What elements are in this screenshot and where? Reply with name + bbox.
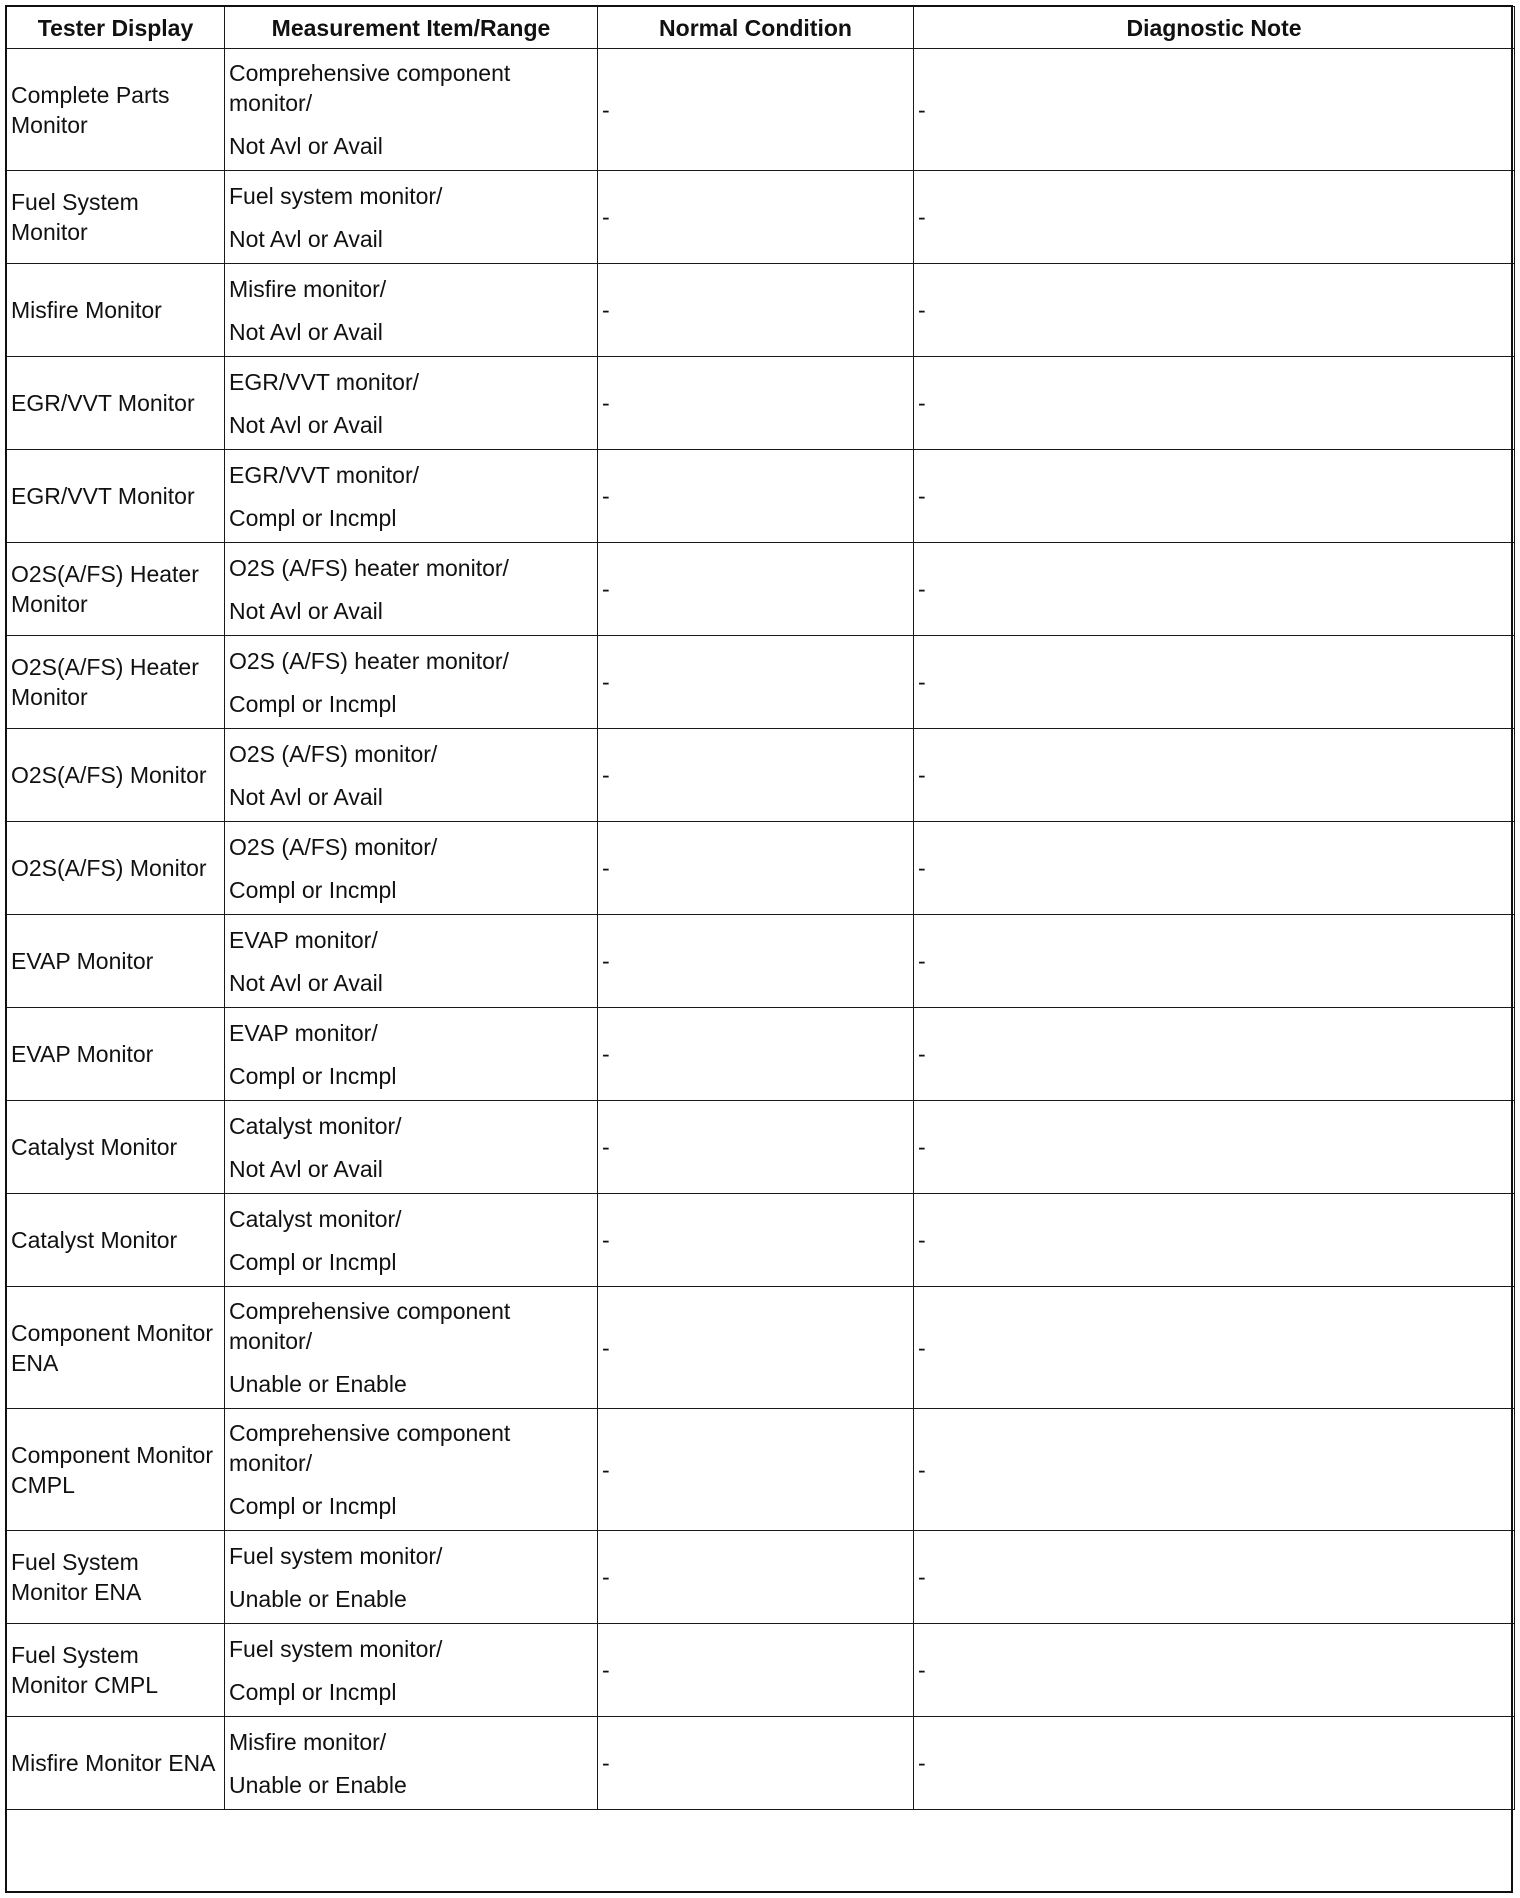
normal-condition-cell: - — [598, 357, 914, 450]
header-normal-condition: Normal Condition — [598, 7, 914, 49]
measurement-item-name: EVAP monitor/ — [229, 926, 378, 953]
measurement-item-name: Fuel system monitor/ — [229, 182, 443, 209]
measurement-item-cell — [225, 1101, 598, 1194]
measurement-item-name: Catalyst monitor/ — [229, 1205, 402, 1232]
measurement-item-cell — [225, 729, 598, 822]
measurement-item-name: O2S (A/FS) monitor/ — [229, 833, 438, 860]
tester-display-cell: Fuel System Monitor ENA — [7, 1531, 225, 1624]
measurement-item-name: Fuel system monitor/ — [229, 1542, 443, 1569]
measurement-item-cell — [225, 49, 598, 171]
normal-condition-cell: - — [598, 1008, 914, 1101]
measurement-item-cell — [225, 264, 598, 357]
tester-display-cell: Complete Parts Monitor — [7, 49, 225, 171]
measurement-item-name: O2S (A/FS) heater monitor/ — [229, 554, 509, 581]
measurement-item-name: Comprehensive component monitor/ — [229, 60, 511, 116]
diagnostic-note-cell: - — [914, 1624, 1515, 1717]
normal-condition-cell: - — [598, 1409, 914, 1531]
measurement-item-range: Unable or Enable — [229, 1371, 407, 1397]
measurement-item-name: O2S (A/FS) monitor/ — [229, 740, 438, 767]
measurement-item-name: EVAP monitor/ — [229, 1019, 378, 1046]
measurement-item-range: Compl or Incmpl — [229, 876, 397, 903]
measurement-item-range: Not Avl or Avail — [229, 318, 383, 345]
table-row — [7, 1287, 1515, 1409]
tester-display-cell: O2S(A/FS) Heater Monitor — [7, 636, 225, 729]
normal-condition-cell: - — [598, 1194, 914, 1287]
tester-display-cell: Catalyst Monitor — [7, 1194, 225, 1287]
diagnostic-note-cell: - — [914, 1194, 1515, 1287]
diagnostic-note-cell: - — [914, 1409, 1515, 1531]
measurement-item-range: Compl or Incmpl — [229, 1493, 397, 1519]
measurement-item-name: Misfire monitor/ — [229, 1728, 387, 1755]
measurement-item-cell — [225, 357, 598, 450]
measurement-item-cell — [225, 1287, 598, 1409]
table-row — [7, 822, 1515, 915]
table-row — [7, 49, 1515, 171]
measurement-item-range: Not Avl or Avail — [229, 783, 383, 810]
table-row — [7, 636, 1515, 729]
measurement-item-range: Unable or Enable — [229, 1585, 407, 1612]
tester-display-cell: Misfire Monitor ENA — [7, 1717, 225, 1810]
diagnostic-note-cell: - — [914, 915, 1515, 1008]
table-row — [7, 1409, 1515, 1531]
normal-condition-cell: - — [598, 450, 914, 543]
measurement-item-range: Unable or Enable — [229, 1771, 407, 1798]
table-row — [7, 1008, 1515, 1101]
measurement-item-range: Compl or Incmpl — [229, 1062, 397, 1089]
table-row — [7, 1101, 1515, 1194]
measurement-item-cell — [225, 543, 598, 636]
diagnostic-note-cell: - — [914, 1008, 1515, 1101]
tester-display-cell: Component Monitor ENA — [7, 1287, 225, 1409]
measurement-item-name: EGR/VVT monitor/ — [229, 368, 420, 395]
table-body — [7, 49, 1515, 1810]
diagnostic-note-cell: - — [914, 822, 1515, 915]
table-row — [7, 1717, 1515, 1810]
table-row — [7, 264, 1515, 357]
measurement-item-name: Misfire monitor/ — [229, 275, 387, 302]
measurement-item-cell — [225, 1531, 598, 1624]
measurement-item-name: EGR/VVT monitor/ — [229, 461, 420, 488]
tester-display-cell: O2S(A/FS) Heater Monitor — [7, 543, 225, 636]
tester-display-cell: O2S(A/FS) Monitor — [7, 822, 225, 915]
measurement-item-range: Compl or Incmpl — [229, 504, 397, 531]
measurement-item-cell — [225, 636, 598, 729]
measurement-item-range: Not Avl or Avail — [229, 133, 383, 159]
tester-display-cell: EVAP Monitor — [7, 915, 225, 1008]
measurement-item-cell — [225, 1624, 598, 1717]
measurement-item-name: Comprehensive component monitor/ — [229, 1420, 511, 1476]
normal-condition-cell: - — [598, 543, 914, 636]
header-diagnostic-note: Diagnostic Note — [914, 7, 1515, 49]
normal-condition-cell: - — [598, 636, 914, 729]
normal-condition-cell: - — [598, 1531, 914, 1624]
table-row — [7, 729, 1515, 822]
table-row — [7, 171, 1515, 264]
tester-display-cell: EGR/VVT Monitor — [7, 450, 225, 543]
header-row — [7, 7, 1515, 49]
diagnostic-note-cell: - — [914, 1531, 1515, 1624]
diagnostic-note-cell: - — [914, 543, 1515, 636]
measurement-item-range: Not Avl or Avail — [229, 969, 383, 996]
tester-display-cell: EGR/VVT Monitor — [7, 357, 225, 450]
measurement-item-cell — [225, 1409, 598, 1531]
diagnostic-note-cell: - — [914, 636, 1515, 729]
measurement-item-range: Not Avl or Avail — [229, 225, 383, 252]
diagnostic-note-cell: - — [914, 264, 1515, 357]
measurement-item-cell — [225, 822, 598, 915]
header-tester-display: Tester Display — [7, 7, 225, 49]
diagnostic-note-cell: - — [914, 1287, 1515, 1409]
measurement-item-cell — [225, 171, 598, 264]
tester-display-cell: Fuel System Monitor CMPL — [7, 1624, 225, 1717]
diagnostic-note-cell: - — [914, 1101, 1515, 1194]
table-row — [7, 1624, 1515, 1717]
normal-condition-cell: - — [598, 49, 914, 171]
diagnostic-note-cell: - — [914, 729, 1515, 822]
measurement-item-cell — [225, 1717, 598, 1810]
normal-condition-cell: - — [598, 822, 914, 915]
normal-condition-cell: - — [598, 1101, 914, 1194]
diagnostic-table — [6, 6, 1515, 1810]
normal-condition-cell: - — [598, 264, 914, 357]
tester-display-cell: Component Monitor CMPL — [7, 1409, 225, 1531]
measurement-item-range: Compl or Incmpl — [229, 690, 397, 717]
measurement-item-range: Not Avl or Avail — [229, 411, 383, 438]
table-row — [7, 543, 1515, 636]
tester-display-cell: O2S(A/FS) Monitor — [7, 729, 225, 822]
normal-condition-cell: - — [598, 915, 914, 1008]
measurement-item-cell — [225, 450, 598, 543]
measurement-item-name: Catalyst monitor/ — [229, 1112, 402, 1139]
tester-display-cell: EVAP Monitor — [7, 1008, 225, 1101]
tester-display-cell: Misfire Monitor — [7, 264, 225, 357]
measurement-item-range: Not Avl or Avail — [229, 1155, 383, 1182]
diagnostic-note-cell: - — [914, 357, 1515, 450]
measurement-item-name: O2S (A/FS) heater monitor/ — [229, 647, 509, 674]
diagnostic-note-cell: - — [914, 171, 1515, 264]
normal-condition-cell: - — [598, 1287, 914, 1409]
table-row — [7, 1194, 1515, 1287]
measurement-item-range: Compl or Incmpl — [229, 1248, 397, 1275]
diagnostic-note-cell: - — [914, 49, 1515, 171]
normal-condition-cell: - — [598, 729, 914, 822]
table-row — [7, 357, 1515, 450]
measurement-item-range: Not Avl or Avail — [229, 597, 383, 624]
normal-condition-cell: - — [598, 171, 914, 264]
table-header — [7, 7, 1515, 49]
table-row — [7, 1531, 1515, 1624]
normal-condition-cell: - — [598, 1717, 914, 1810]
measurement-item-name: Fuel system monitor/ — [229, 1635, 443, 1662]
table-row — [7, 450, 1515, 543]
measurement-item-cell — [225, 915, 598, 1008]
measurement-item-name: Comprehensive component monitor/ — [229, 1298, 511, 1354]
measurement-item-cell — [225, 1194, 598, 1287]
measurement-item-range: Compl or Incmpl — [229, 1678, 397, 1705]
tester-display-cell: Catalyst Monitor — [7, 1101, 225, 1194]
normal-condition-cell: - — [598, 1624, 914, 1717]
diagnostic-note-cell: - — [914, 1717, 1515, 1810]
table-row — [7, 915, 1515, 1008]
diagnostic-note-cell: - — [914, 450, 1515, 543]
tester-display-cell: Fuel System Monitor — [7, 171, 225, 264]
header-measurement-item: Measurement Item/Range — [225, 7, 598, 49]
measurement-item-cell — [225, 1008, 598, 1101]
